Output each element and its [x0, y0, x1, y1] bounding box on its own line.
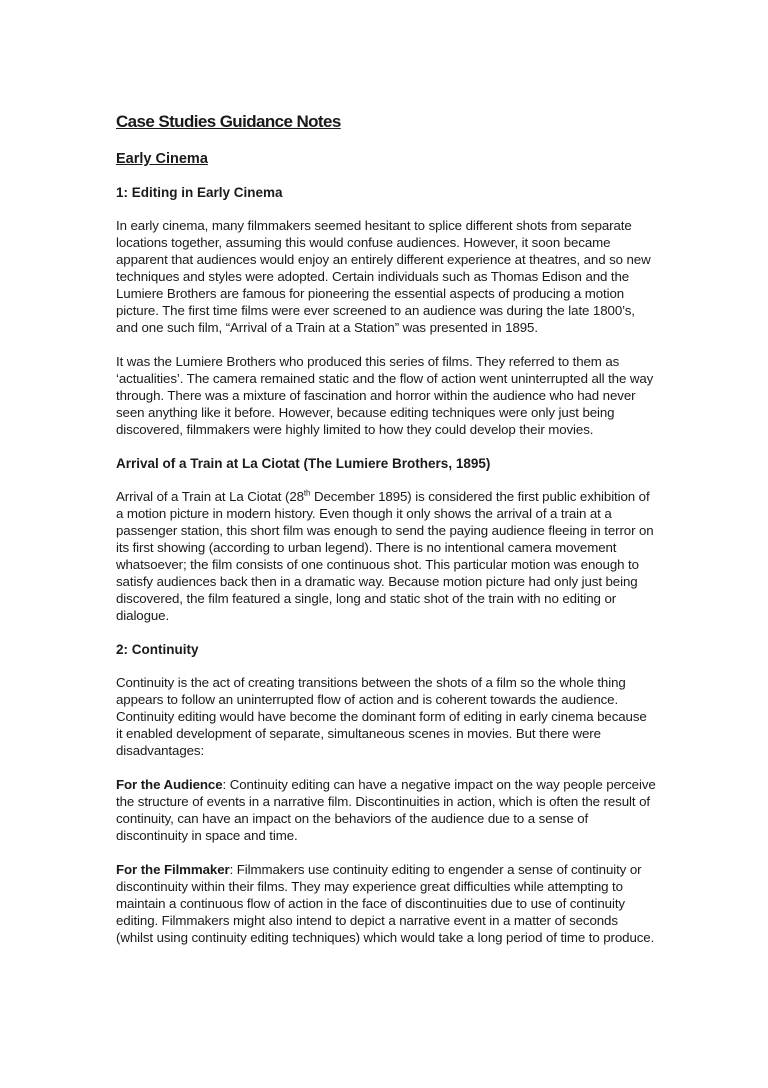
filmmaker-label: For the Filmmaker — [116, 862, 230, 877]
paragraph-arrival-start: Arrival of a Train at La Ciotat (28 — [116, 489, 304, 504]
document-title: Case Studies Guidance Notes — [116, 112, 341, 131]
paragraph-lumiere-actualities: It was the Lumiere Brothers who produced this series of films. They referred to them as ‘actualities’. The camera remained static and the flow of action went uninterrupted all the way through. There was a mixture of fascination and horror within the audience who had never seen anything like it before. However, because editing techniques were only just being discovered, filmmakers were highly limited to how they could develop their movies. — [116, 354, 654, 437]
audience-text: : Continuity editing can have a negative impact on the way people perceive the structure of events in a narrative film. Discontinuities in action, which is often the result of continuity, can have an impact on the behaviors of the audience due to a sense of discontinuity in space and time. — [116, 777, 656, 843]
ordinal-suffix: th — [303, 488, 311, 498]
audience-label: For the Audience — [116, 777, 223, 792]
paragraph-arrival-rest: December 1895) is considered the first public exhibition of a motion picture in modern history. Even though it only shows the arrival of a train at a passenger station, this short film was enough to send the paying audience fleeing in terror on its first showing (according to urban legend). There is no intentional camera movement whatsoever; the film consists of one continuous shot. This particular motion was enough to satisfy audiences back then in a dramatic way. Because motion picture had only just being discovered, the film featured a single, long and static shot of the train with no editing or dialogue. — [116, 489, 654, 623]
heading-continuity: 2: Continuity — [116, 642, 199, 657]
paragraph-continuity: Continuity is the act of creating transitions between the shots of a film so the whole thing appears to follow an uninterrupted flow of action and is coherent towards the audience. Continuity editing would have become the dominant form of editing in early cinema because it enabled development of separate, simultaneous scenes in movies. But there were disadvantages: — [116, 675, 647, 758]
heading-arrival-of-a-train: Arrival of a Train at La Ciotat (The Lumiere Brothers, 1895) — [116, 456, 491, 471]
document-page — [116, 112, 656, 963]
filmmaker-text: : Filmmakers use continuity editing to engender a sense of continuity or discontinuity within their films. They may experience great difficulties while attempting to maintain a continuous flow of action in the face of discontinuities due to use of continuity editing. Filmmakers might also intend to depict a narrative event in a matter of seconds (whilst using continuity editing techniques) which would take a long period of time to produce. — [116, 862, 655, 945]
section-title-early-cinema: Early Cinema — [116, 151, 208, 167]
paragraph-arrival-of-a-train — [116, 488, 656, 624]
heading-editing-in-early-cinema: 1: Editing in Early Cinema — [116, 185, 283, 200]
paragraph-for-the-filmmaker — [116, 861, 656, 946]
paragraph-editing-intro: In early cinema, many filmmakers seemed hesitant to splice different shots from separate locations together, assuming this would confuse audiences. However, it soon became apparent that audiences would enjoy an entirely different experience at theatres, and so new techniques and styles were adopted. Certain individuals such as Thomas Edison and the Lumiere Brothers are famous for pioneering the essential aspects of producing a motion picture. The first time films were ever screened to an audience was during the late 1800’s, and one such film, “Arrival of a Train at a Station” was presented in 1895. — [116, 218, 651, 335]
paragraph-for-the-audience — [116, 776, 656, 844]
